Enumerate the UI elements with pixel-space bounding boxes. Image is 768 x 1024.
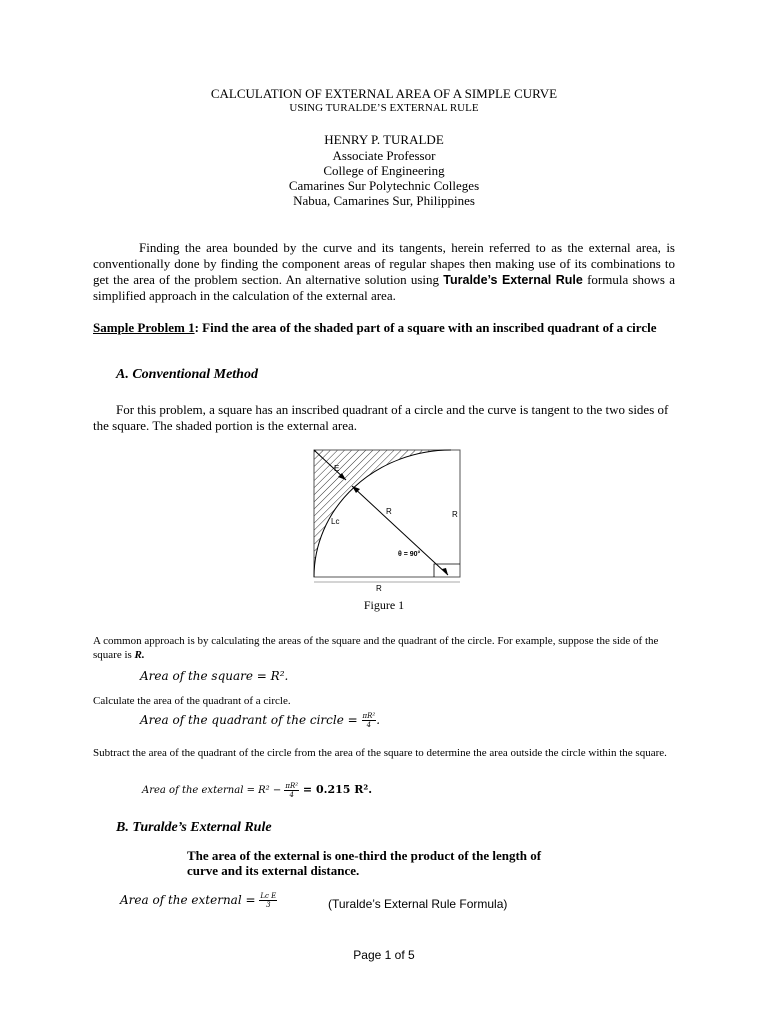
equation-quadrant-area: Area of the quadrant of the circle = $\frac{\text{πR²}}{4}$ . (140, 712, 381, 729)
sample-problem-text: : Find the area of the shaded part of a square with an inscribed quadrant of a circle (194, 320, 657, 335)
formula-left: Area of the external = (120, 893, 260, 907)
figure-1-diagram (306, 446, 466, 594)
equation-external-area (142, 782, 372, 799)
equation-square-area: Area of the square = R². (140, 669, 289, 683)
intro-text-b: formula shows a simplified approach in the calculation of the external area. (93, 272, 675, 303)
label-r-bottom: R (376, 584, 382, 593)
label-r-side: R (452, 510, 458, 519)
step-paragraph-3: Subtract the area of the quadrant of the circle from the area of the square to determine the area outside the circle within the square. (93, 747, 667, 759)
author-college: College of Engineering (323, 163, 445, 178)
label-theta: θ = 90° (398, 551, 421, 558)
author-position: Associate Professor (332, 148, 436, 163)
intro-text-a: Finding the area bounded by the curve and its tangents, herein referred to as the external area, is conventionally done by finding the component areas of regular shapes then making use of its combinations to get the area of the problem section. An alternative solution using (93, 240, 675, 287)
formula-denominator: 3 (266, 901, 271, 909)
radius-line (352, 486, 448, 575)
document-title: CALCULATION OF EXTERNAL AREA OF A SIMPLE CURVE (210, 86, 558, 101)
page-number: Page 1 of 5 (353, 948, 415, 962)
document-subtitle: USING TURALDE’S EXTERNAL RULE (289, 102, 479, 114)
label-r-radius: R (386, 507, 392, 516)
sample-problem (93, 320, 675, 336)
label-e: E (334, 464, 340, 473)
section-a-heading: A. Conventional Method (116, 367, 258, 382)
eq2-left: Area of the quadrant of the circle = (140, 713, 362, 727)
author-name: HENRY P. TURALDE (324, 132, 444, 147)
section-a-paragraph: For this problem, a square has an inscribed quadrant of a circle and the curve is tangent to the two sides of the square. The shaded portion is the external area. (93, 402, 669, 433)
eq3-denominator: 4 (289, 791, 294, 799)
rule-formula-label: (Turalde’s External Rule Formula) (328, 897, 508, 911)
formula-numerator: Lc E (260, 892, 277, 900)
section-b-heading: B. Turalde’s External Rule (116, 820, 272, 835)
eq2-denominator: 4 (366, 721, 372, 729)
eq3-left: Area of the external = R² − (142, 785, 285, 796)
sample-problem-label: Sample Problem 1 (93, 320, 195, 335)
rule-statement-line-2: curve and its external distance. (187, 863, 360, 878)
figure-caption: Figure 1 (363, 598, 405, 612)
rule-formula (120, 892, 277, 909)
center-arrowhead (442, 568, 448, 575)
step-paragraph-1 (93, 634, 675, 662)
eq2-numerator: πR² (362, 712, 376, 720)
intro-bold-term: Turalde’s External Rule (443, 273, 583, 287)
step-1-text: A common approach is by calculating the areas of the square and the quadrant of the circle. For example, suppose the side of the square is (93, 635, 659, 661)
author-school: Camarines Sur Polytechnic Colleges (288, 178, 480, 193)
rule-statement-line-1: The area of the external is one-third the product of the length of (187, 848, 542, 863)
eq3-numerator: πR² (285, 782, 299, 790)
label-lc: Lc (331, 517, 340, 526)
intro-paragraph (93, 240, 675, 304)
eq3-result: = 0.215 R². (299, 783, 373, 796)
step-paragraph-2: Calculate the area of the quadrant of a circle. (93, 695, 291, 707)
author-location: Nabua, Camarines Sur, Philippines (293, 193, 475, 208)
step-1-variable: R. (134, 649, 145, 661)
